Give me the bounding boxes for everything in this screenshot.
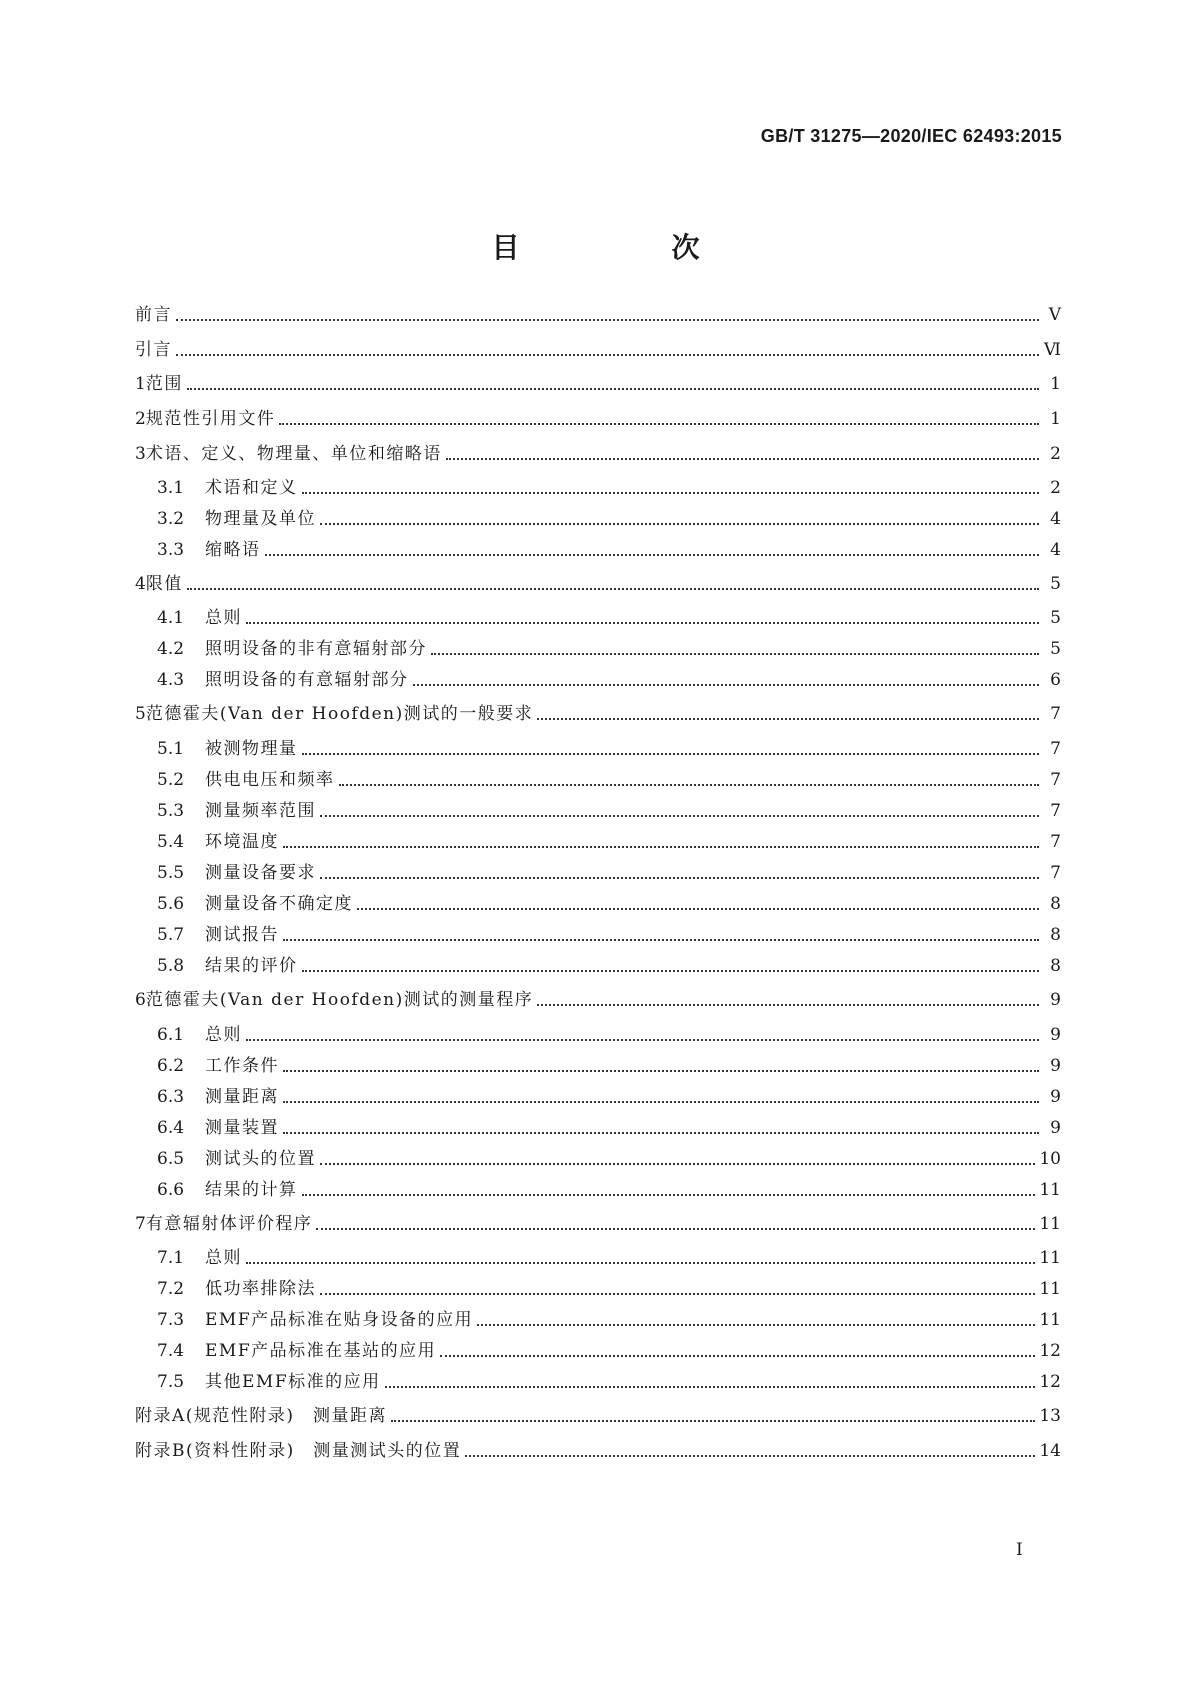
toc-page: 11 [1039,1180,1061,1200]
toc-page: 4 [1050,509,1061,529]
toc-entry[interactable] [157,1143,1061,1169]
toc-page: 7 [1050,739,1061,759]
toc-entry[interactable] [157,919,1061,945]
toc-label: 术语和定义 [205,478,298,498]
toc-page: 2 [1050,478,1061,498]
toc-number: 5.6 [157,894,185,914]
toc-label: 其他EMF标准的应用 [205,1372,381,1392]
toc-number: 4 [135,574,146,594]
dot-leader [446,458,1039,460]
toc-page: 8 [1050,925,1061,945]
toc-label: 环境温度 [205,832,279,852]
toc-page: 8 [1050,894,1061,914]
toc-number: 3.2 [157,509,185,529]
dot-leader [302,753,1040,755]
toc-number: 6.2 [157,1056,185,1076]
toc-entry[interactable] [135,568,1061,594]
toc-label: 前言 [135,305,172,325]
dot-leader [302,1194,1036,1196]
toc-page: 7 [1050,832,1061,852]
toc-label: EMF产品标准在贴身设备的应用 [205,1310,474,1330]
toc-number: 7 [135,1214,146,1234]
toc-page: 5 [1050,608,1061,628]
toc-page: 13 [1039,1406,1061,1426]
dot-leader [465,1455,1035,1457]
toc-number: 7.1 [157,1248,185,1268]
toc-page: 9 [1050,1025,1061,1045]
dot-leader [413,684,1040,686]
toc-label: 测量装置 [205,1118,279,1138]
toc-label: 物理量及单位 [205,509,316,529]
dot-leader [187,388,1039,390]
toc-number: 6.1 [157,1025,185,1045]
toc-page: 14 [1039,1441,1061,1461]
toc-page: 11 [1039,1310,1061,1330]
toc-label: 结果的评价 [205,956,298,976]
dot-leader [187,588,1039,590]
dot-leader [320,1293,1035,1295]
dot-leader [283,846,1039,848]
toc-entry[interactable] [157,534,1061,560]
toc-page: 8 [1050,956,1061,976]
dot-leader [391,1420,1035,1422]
toc-entry[interactable] [157,950,1061,976]
dot-leader [339,784,1040,786]
toc-page: 6 [1050,670,1061,690]
toc-number: 7.4 [157,1341,185,1361]
toc-entry[interactable] [135,698,1061,724]
toc-label: 规范性引用文件 [145,409,276,429]
toc-label: 测试头的位置 [205,1149,316,1169]
toc-number: 6.4 [157,1118,185,1138]
toc-entry[interactable] [157,1366,1061,1392]
toc-entry[interactable] [157,1335,1061,1361]
toc-label: 缩略语 [205,540,261,560]
toc-page: 5 [1050,574,1061,594]
toc-label: 范德霍夫(Van der Hoofden)测试的测量程序 [145,990,534,1010]
toc-entry[interactable] [135,438,1061,464]
toc-page: Ⅴ [1048,305,1061,325]
toc-label: 低功率排除法 [205,1279,316,1299]
toc-page: 7 [1050,801,1061,821]
toc-entry[interactable] [157,1081,1061,1107]
toc-entry[interactable] [157,1273,1061,1299]
toc-page: 7 [1050,770,1061,790]
toc-entry[interactable] [157,1304,1061,1330]
toc-label: 测量频率范围 [205,801,316,821]
toc-number: 3.1 [157,478,185,498]
toc-number: 7.2 [157,1279,185,1299]
dot-leader [283,1101,1039,1103]
toc-number: 5.5 [157,863,185,883]
dot-leader [265,554,1040,556]
toc-entry[interactable] [157,503,1061,529]
dot-leader [279,423,1039,425]
toc-number: 5.4 [157,832,185,852]
toc-number: 3 [135,444,146,464]
toc-label: 测试报告 [205,925,279,945]
dot-leader [176,354,1039,356]
toc-entry[interactable] [157,1050,1061,1076]
toc-page: 12 [1039,1341,1061,1361]
toc-entry[interactable] [135,299,1061,325]
toc-number: 5.7 [157,925,185,945]
toc-page: 11 [1039,1214,1061,1234]
toc-entry[interactable] [157,1242,1061,1268]
dot-leader [431,653,1039,655]
dot-leader [320,877,1039,879]
toc-label: EMF产品标准在基站的应用 [205,1341,437,1361]
toc-label: 测量设备要求 [205,863,316,883]
toc-label: 工作条件 [205,1056,279,1076]
toc-page: 5 [1050,639,1061,659]
toc-label: 范德霍夫(Van der Hoofden)测试的一般要求 [145,704,534,724]
toc-entry[interactable] [157,764,1061,790]
toc-label: 限值 [145,574,183,594]
toc-entry[interactable] [157,795,1061,821]
toc-entry[interactable] [157,733,1061,759]
toc-entry[interactable] [157,1112,1061,1138]
toc-page: 4 [1050,540,1061,560]
toc-number: 6.3 [157,1087,185,1107]
toc-label: 范围 [145,374,183,394]
toc-label: 总则 [205,1248,242,1268]
toc-label: 附录B(资料性附录) 测量测试头的位置 [135,1441,462,1461]
toc-number: 6 [135,990,146,1010]
toc-label: 总则 [205,1025,242,1045]
dot-leader [283,1132,1039,1134]
toc-page: 11 [1039,1248,1061,1268]
toc-page: 7 [1050,704,1061,724]
toc-number: 5.2 [157,770,185,790]
toc-page: 9 [1050,990,1061,1010]
toc-entry[interactable] [157,888,1061,914]
toc-entry[interactable] [157,826,1061,852]
dot-leader [537,1004,1039,1006]
toc-page: 1 [1050,409,1061,429]
dot-leader [283,1070,1039,1072]
toc-entry[interactable] [135,1435,1061,1461]
toc-label: 总则 [205,608,242,628]
toc-number: 5.8 [157,956,185,976]
toc-entry[interactable] [157,472,1061,498]
toc-page: 9 [1050,1056,1061,1076]
toc-entry[interactable] [157,1019,1061,1045]
dot-leader [357,908,1039,910]
toc-label: 供电电压和频率 [205,770,335,790]
dot-leader [385,1386,1036,1388]
toc-number: 1 [135,374,146,394]
dot-leader [176,319,1039,321]
toc-label: 照明设备的非有意辐射部分 [205,639,427,659]
toc-entry[interactable] [135,984,1061,1010]
toc-page: 9 [1050,1118,1061,1138]
dot-leader [283,939,1039,941]
toc-number: 7.3 [157,1310,185,1330]
toc-number: 2 [135,409,146,429]
dot-leader [316,1228,1035,1230]
toc-entry[interactable] [157,1174,1061,1200]
dot-leader [320,815,1039,817]
dot-leader [246,1039,1039,1041]
toc-number: 6.6 [157,1180,185,1200]
toc-number: 6.5 [157,1149,185,1169]
footer-page-number: I [1016,1540,1023,1560]
toc-number: 5.1 [157,739,185,759]
toc-number: 4.1 [157,608,185,628]
dot-leader [537,718,1039,720]
toc-page: Ⅵ [1043,340,1061,360]
toc-label: 术语、定义、物理量、单位和缩略语 [145,444,442,464]
dot-leader [320,523,1039,525]
toc-number: 4.2 [157,639,185,659]
page-title: 目 次 [491,231,762,264]
dot-leader [302,492,1040,494]
toc-entry[interactable] [157,633,1061,659]
toc-page: 2 [1050,444,1061,464]
toc-label: 照明设备的有意辐射部分 [205,670,409,690]
toc-label: 引言 [135,340,172,360]
toc-page: 9 [1050,1087,1061,1107]
toc-page: 12 [1039,1372,1061,1392]
toc-label: 有意辐射体评价程序 [145,1214,313,1234]
toc-entry[interactable] [135,368,1061,394]
toc-entry[interactable] [135,1400,1061,1426]
toc-entry[interactable] [135,1208,1061,1234]
toc-entry[interactable] [135,403,1061,429]
toc-label: 结果的计算 [205,1180,298,1200]
dot-leader [320,1163,1035,1165]
dot-leader [302,970,1040,972]
toc-entry[interactable] [135,334,1061,360]
toc-page: 1 [1050,374,1061,394]
toc-label: 附录A(规范性附录) 测量距离 [135,1406,388,1426]
toc-number: 5.3 [157,801,185,821]
dot-leader [440,1355,1035,1357]
standard-code: GB/T 31275—2020/IEC 62493:2015 [760,126,1062,146]
toc-page: 10 [1039,1149,1061,1169]
toc-entry[interactable] [157,602,1061,628]
toc-page: 11 [1039,1279,1061,1299]
toc-label: 被测物理量 [205,739,298,759]
toc-label: 测量距离 [205,1087,279,1107]
toc-number: 4.3 [157,670,185,690]
toc-number: 3.3 [157,540,185,560]
dot-leader [246,1262,1035,1264]
toc-entry[interactable] [157,857,1061,883]
toc-number: 5 [135,704,146,724]
toc-entry[interactable] [157,664,1061,690]
toc-number: 7.5 [157,1372,185,1392]
toc-page: 7 [1050,863,1061,883]
dot-leader [246,622,1039,624]
toc-label: 测量设备不确定度 [205,894,353,914]
dot-leader [477,1324,1035,1326]
